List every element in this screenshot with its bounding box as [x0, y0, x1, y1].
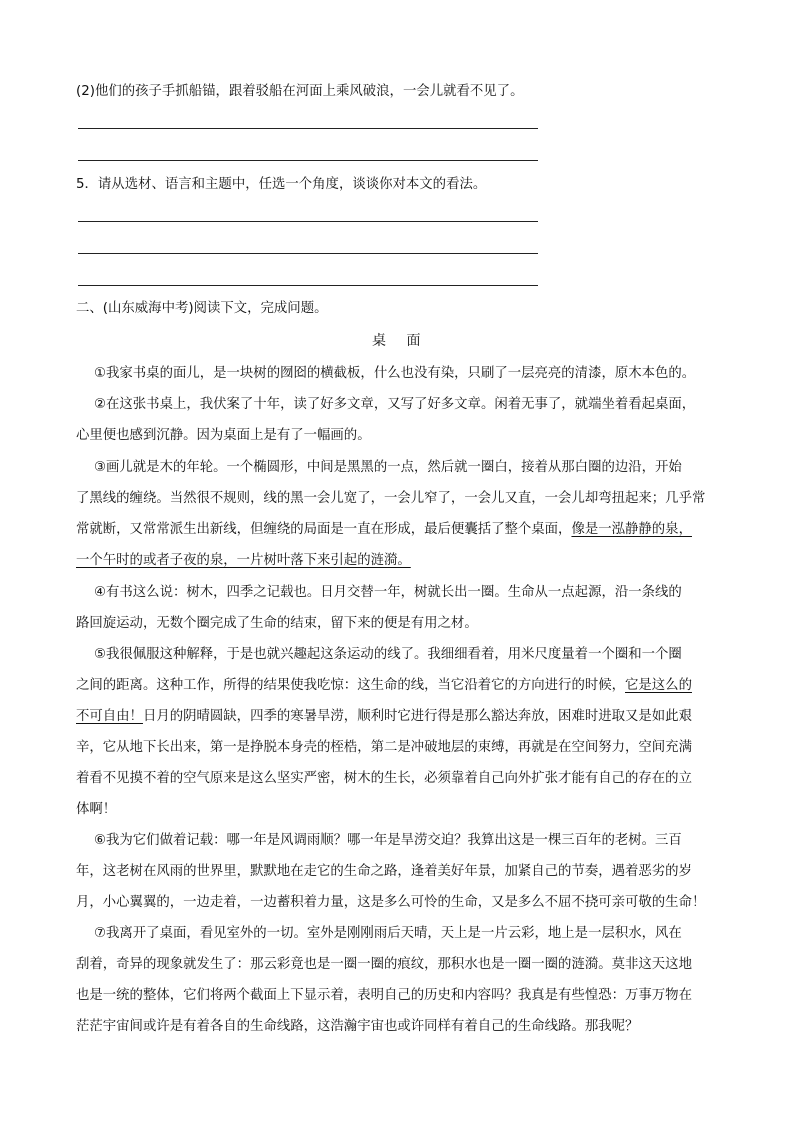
paragraph-6-line: 月，小心翼翼的，一边走着，一边蓄积着力量，这是多么可怜的生命，又是多么不屈不挠可亲可敬的生命！ [76, 895, 706, 910]
paragraph-5-text: 日月的阴晴圆缺，四季的寒暑旱涝，顺利时它进行得是那么豁达奔放，困难时进取又是如此艰 [142, 709, 692, 724]
paragraph-3-line [76, 520, 716, 540]
paragraph-5-line: 辛，它从地下长出来，第一是挣脱本身壳的桎梏，第二是冲破地层的束缚，再就是在空间努力，空间充满 [76, 740, 692, 755]
answer-line [78, 285, 538, 286]
paragraph-2-line: 心里便也感到沉静。因为桌面上是有了一幅画的。 [76, 428, 371, 443]
underlined-sentence: 它是这么的 [625, 678, 692, 693]
answer-line [78, 160, 538, 161]
paragraph-5-line: 着看不见摸不着的空气原来是这么坚实严密，树木的生长，必须靠着自己向外扩张才能有自己的存在的立 [76, 771, 692, 786]
paragraph-5-line [76, 676, 716, 696]
underlined-sentence: 像是一泓静静的泉， [571, 522, 692, 537]
paragraph-4-line: 路回旋运动，无数个圈完成了生命的结束，留下来的便是有用之材。 [76, 616, 478, 631]
paragraph-2-line: ②在这张书桌上，我伏案了十年，读了好多文章，又写了好多文章。闲着无事了，就端坐着看起桌面， [94, 397, 696, 412]
section-heading: 二、(山东威海中考)阅读下文，完成问题。 [76, 301, 328, 316]
paragraph-5-line [76, 707, 716, 727]
paragraph-7-line: ⑦我离开了桌面，看见室外的一切。室外是刚刚雨后天晴，天上是一片云彩，地上是一层积水，风在 [94, 926, 682, 941]
paragraph-1: ①我家书桌的面儿，是一块树的囫囵的横截板，什么也没有染，只刷了一层亮亮的清漆，原木本色的。 [94, 366, 696, 381]
paragraph-4-line: ④有书这么说：树木，四季之记载也。日月交替一年，树就长出一圈。生命从一点起源，沿一条线的 [94, 585, 682, 600]
paragraph-5-line: 体啊！ [76, 802, 117, 817]
answer-line [78, 253, 538, 254]
paragraph-3-line: 了黑线的缠绕。当然很不规则，线的黑一会儿宽了，一会儿窄了，一会儿又直，一会儿却弯扭起来；几乎常 [76, 491, 706, 506]
paragraph-6-line: 年，这老树在风雨的世界里，默默地在走它的生命之路，逢着美好年景，加紧自己的节奏，遇着恶劣的岁 [76, 864, 692, 879]
paragraph-5-text: 之间的距离。这种工作，所得的结果使我吃惊：这生命的线，当它沿着它的方向进行的时候， [76, 678, 626, 693]
paragraph-5-line: ⑤我很佩服这种解释，于是也就兴趣起这条运动的线了。我细细看着，用米尺度量着一个圈和一个圈 [94, 647, 682, 662]
question-5: 5．请从选材、语言和主题中，任选一个角度，谈谈你对本文的看法。 [76, 177, 487, 192]
paragraph-7-line: 刮着，奇异的现象就发生了：那云彩竟也是一圈一圈的痕纹，那积水也是一圈一圈的涟漪。莫非这天这地 [76, 957, 692, 972]
paragraph-3-line: ③画儿就是木的年轮。一个椭圆形，中间是黑黑的一点，然后就一圈白，接着从那白圈的边沿，开始 [94, 460, 682, 475]
underlined-sentence: 不可自由！ [76, 709, 143, 724]
paragraph-3-text: 常就断，又常常派生出新线，但缠绕的局面是一直在形成，最后便囊括了整个桌面， [76, 522, 572, 537]
underlined-sentence: 一个午时的或者子夜的泉，一片树叶落下来引起的涟漪。 [76, 553, 411, 568]
answer-line [78, 221, 538, 222]
question-item-2: (2)他们的孩子手抓船锚，跟着驳船在河面上乘风破浪，一会儿就看不见了。 [76, 84, 524, 99]
answer-line [78, 128, 538, 129]
paragraph-7-line: 也是一统的整体，它们将两个截面上下显示着，表明自己的历史和内容吗？我真是有些惶恐：万事万物在 [76, 988, 692, 1003]
paragraph-3-line [76, 551, 716, 571]
paragraph-7-line: 茫茫宇宙间或许是有着各自的生命线路，这浩瀚宇宙也或许同样有着自己的生命线路。那我呢？ [76, 1019, 639, 1034]
paragraph-6-line: ⑥我为它们做着记载：哪一年是风调雨顺？哪一年是旱涝交迫？我算出这是一棵三百年的老树。三百 [94, 833, 682, 848]
article-title: 桌 面 [372, 333, 429, 349]
